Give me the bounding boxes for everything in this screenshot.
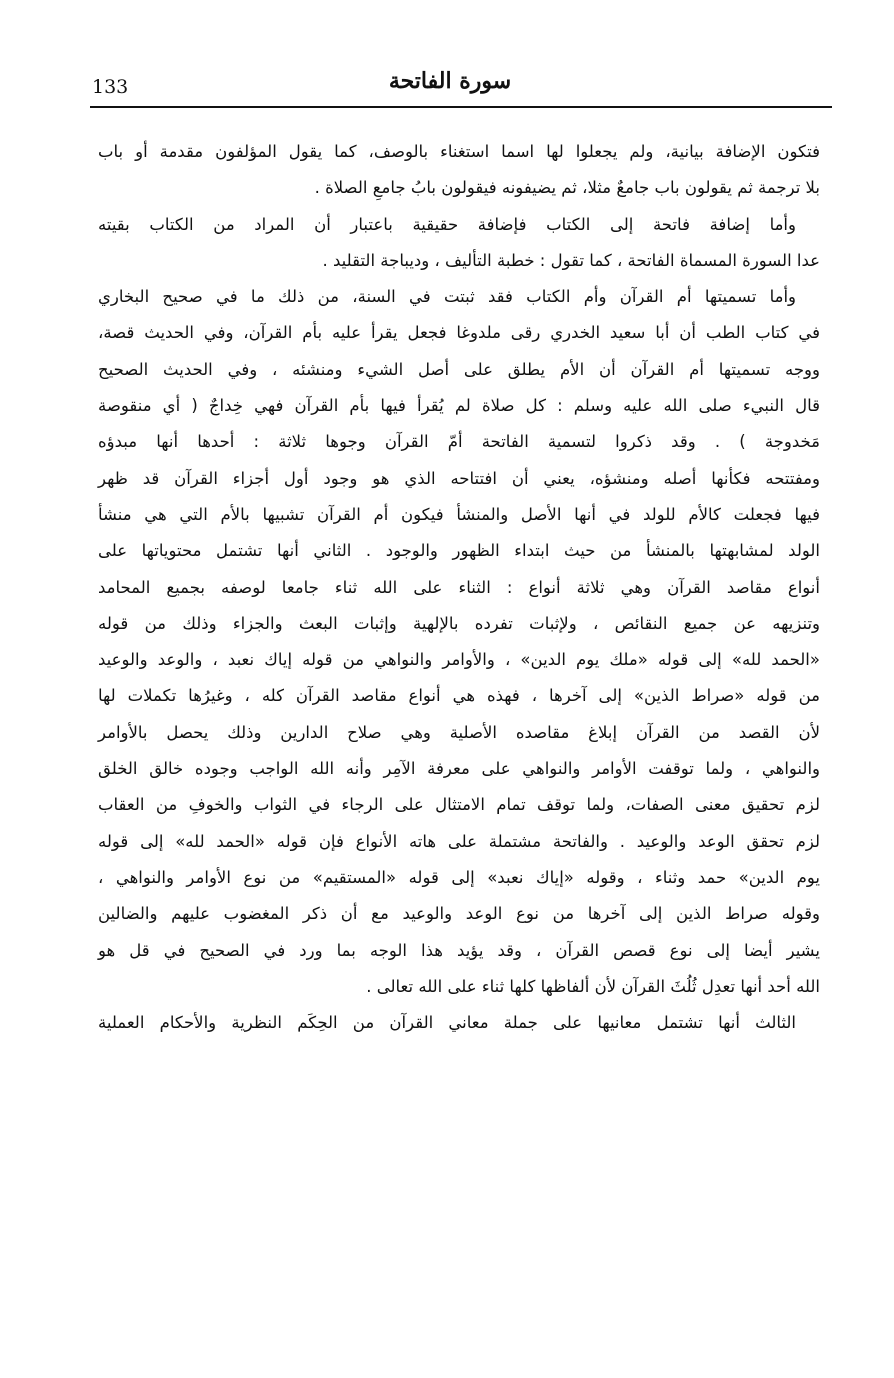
text-line: الثالث أنها تشتمل معانيها على جملة معاني القرآن من الحِكَم النظرية والأحكام العملية <box>98 1013 796 1033</box>
text-line: عدا السورة المسماة الفاتحة ، كما تقول : خطبة التأليف ، وديباجة التقليد . <box>322 250 820 270</box>
text-line: الولد لمشابهتها بالمنشأ من حيث ابتداء الظهور والوجود . الثاني أنها تشتمل محتوياتها على <box>98 541 820 561</box>
paragraph <box>98 1005 820 1041</box>
header-rule <box>90 106 832 108</box>
text-line: وتنزيهه عن جميع النقائص ، ولإثبات تفرده بالإلهية وإثبات البعث والجزاء وذلك من قوله <box>98 613 820 633</box>
page-number: 133 <box>92 76 129 98</box>
text-line: من قوله «صراط الذين» إلى آخرها ، فهذه هي أنواع مقاصد القرآن كله ، وغيرُها تكملات لها <box>98 686 820 706</box>
text-line: وقوله صراط الذين إلى آخرها من نوع الوعد والوعيد مع أن ذكر المغضوب عليهم والضالين <box>98 904 820 924</box>
text-line: يوم الدين» حمد وثناء ، وقوله «إياك نعبد» إلى قوله «المستقيم» من نوع الأوامر والنواهي ، <box>98 867 820 887</box>
text-line: ووجه تسميتها أم القرآن أن الأم يطلق على أصل الشيء ومنشئه ، وفي الحديث الصحيح <box>98 359 820 379</box>
text-line: يشير أيضا إلى نوع قصص القرآن ، وقد يؤيد هذا الوجه بما ورد في الصحيح في قل هو <box>98 940 820 960</box>
text-line: أنواع مقاصد القرآن وهي ثلاثة أنواع : الثناء على الله ثناء جامعا لوصفه بجميع المحامد <box>98 577 820 597</box>
text-line: وأما إضافة فاتحة إلى الكتاب فإضافة حقيقية باعتبار أن المراد من الكتاب بقيته <box>98 214 796 234</box>
text-line: «الحمد لله» إلى قوله «ملك يوم الدين» ، والأوامر والنواهي من قوله إياك نعبد ، والوعد والوعيد <box>98 650 820 670</box>
body-text <box>98 134 820 1041</box>
text-line: مَخدوجة ) . وقد ذكروا لتسمية الفاتحة أمّ القرآن وجوها ثلاثة : أحدها أنها مبدؤه <box>98 432 820 452</box>
text-line: والنواهي ، ولما توقفت الأوامر والنواهي على معرفة الآمِر وأنه الله الواجب وجوده خالق الخلق <box>98 759 820 779</box>
text-line: لزم تحقيق معنى الصفات، ولما توقف تمام الامتثال على الرجاء في الثواب والخوفِ من العقاب <box>98 795 820 815</box>
page-header <box>80 60 820 104</box>
text-line: لأن القصد من القرآن إبلاغ مقاصده الأصلية وهي صلاح الدارين وذلك يحصل بالأوامر <box>98 722 820 742</box>
text-line: قال النبيء صلى الله عليه وسلم : كل صلاة لم يُقرأ فيها بأم القرآن فهي خِداجٌ ( أي منقوصة <box>98 396 820 416</box>
text-line: فيها فجعلت كالأم للولد في أنها الأصل والمنشأ فيكون أم القرآن تشبيها بالأم التي هي منشأ <box>98 504 820 524</box>
text-line: لزم تحقق الوعد والوعيد . والفاتحة مشتملة على هاته الأنواع فإن قوله «الحمد لله» إلى قوله <box>98 831 820 851</box>
paragraph <box>98 134 820 207</box>
text-line: وأما تسميتها أم القرآن وأم الكتاب فقد ثبتت في السنة، من ذلك ما في صحيح البخاري <box>98 287 796 307</box>
text-line: الله أحد أنها تعدِل ثُلُثَ القرآن لأن ألفاظها كلها ثناء على الله تعالى . <box>366 976 820 996</box>
text-line: فتكون الإضافة بيانية، ولم يجعلوا لها اسما استغناء بالوصف، كما يقول المؤلفون مقدمة أو باب <box>98 142 820 161</box>
paragraph <box>98 279 820 1005</box>
text-line: ومفتتحه فكأنها أصله ومنشؤه، يعني أن افتتاحه الذي هو وجود أول أجزاء القرآن قد ظهر <box>98 468 820 488</box>
paragraph <box>98 207 820 280</box>
text-line: في كتاب الطب أن أبا سعيد الخدري رقى ملدوغا فجعل يقرأ عليه بأم القرآن، وفي الحديث قصة، <box>98 323 820 343</box>
running-title: سورة الفاتحة <box>388 68 512 94</box>
text-line: بلا ترجمة ثم يقولون باب جامعٌ مثلا، ثم يضيفونه فيقولون بابُ جامعِ الصلاة . <box>314 178 820 198</box>
